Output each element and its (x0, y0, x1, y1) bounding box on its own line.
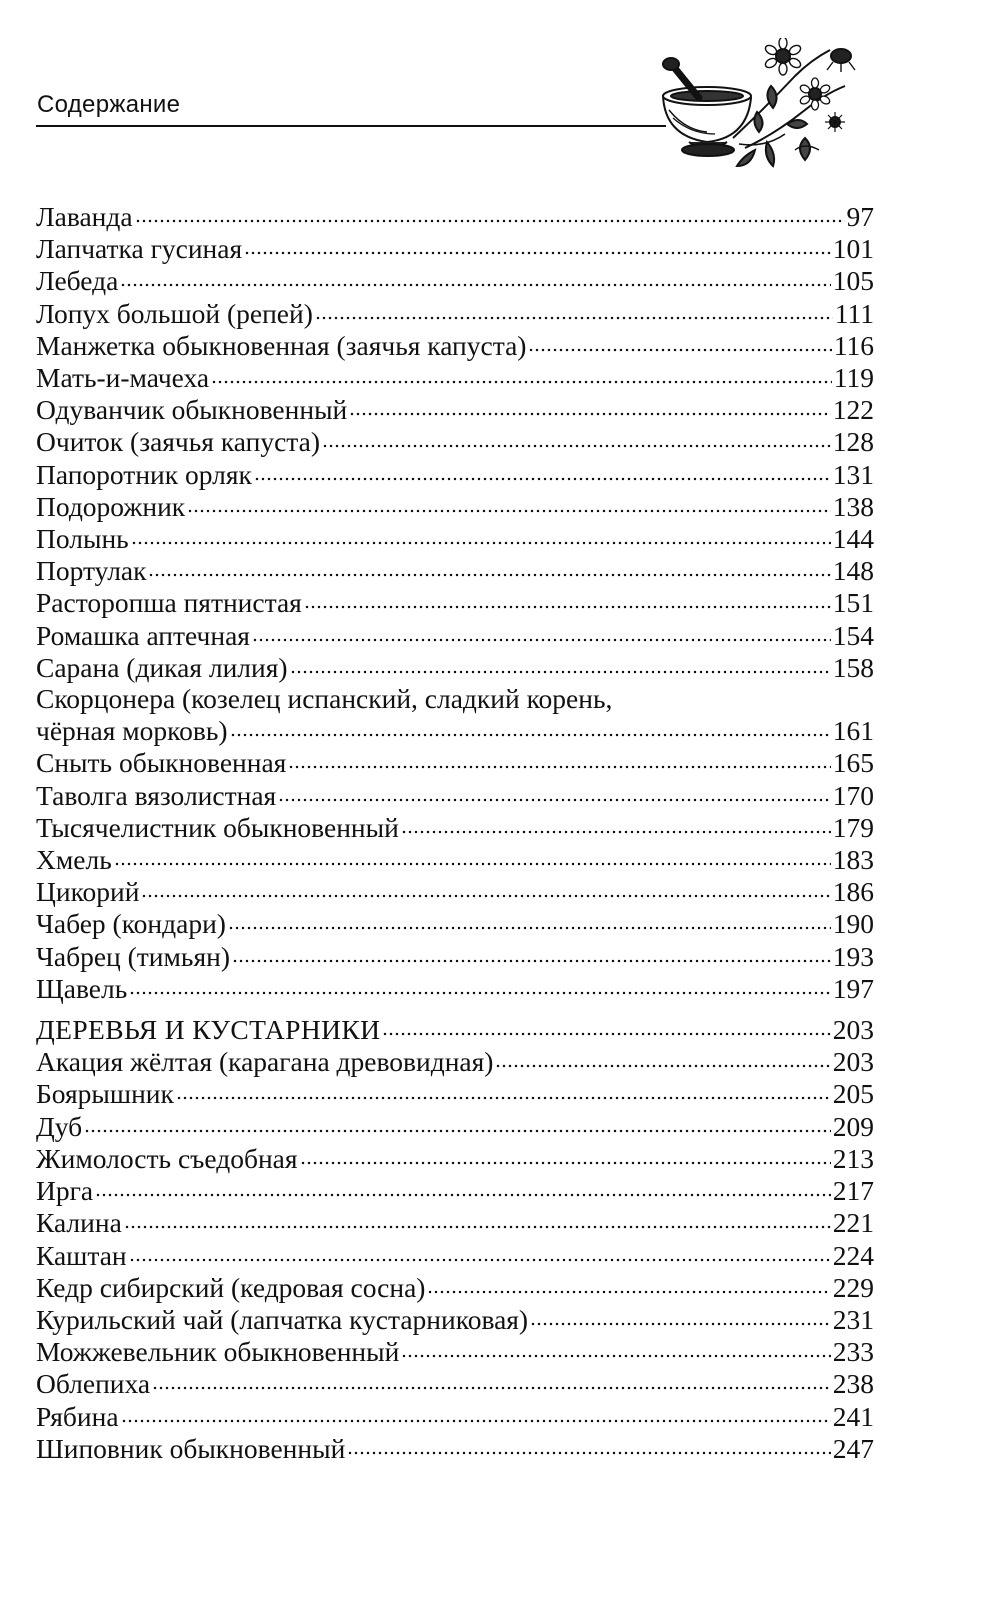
toc-entry-page: 151 (832, 587, 874, 619)
dot-leader (530, 1303, 831, 1329)
toc-entry[interactable] (36, 1303, 874, 1335)
toc-entry-page: 158 (832, 651, 874, 683)
toc-entry-title: Облепиха (36, 1368, 151, 1400)
toc-entry-title: Одуванчик обыкновенный (36, 394, 348, 426)
dot-leader (121, 1400, 831, 1426)
dot-leader (141, 875, 830, 901)
toc-entry[interactable] (36, 811, 874, 843)
toc-entry-title: Щавель (36, 972, 128, 1004)
toc-section-heading[interactable] (36, 1013, 874, 1045)
toc-entry-page: 247 (832, 1432, 874, 1464)
toc-entry[interactable] (36, 1335, 874, 1367)
toc-entry-title: Ромашка аптечная (36, 619, 250, 651)
dot-leader (290, 651, 831, 677)
toc-entry-title: Подорожник (36, 490, 186, 522)
dot-leader (129, 1239, 831, 1265)
toc-entry[interactable] (36, 1400, 874, 1432)
toc-entry-title: Хмель (36, 844, 112, 876)
dot-leader (187, 490, 831, 516)
dot-leader (304, 586, 831, 612)
toc-entry-page: 128 (832, 426, 874, 458)
toc-entry-page: 224 (832, 1239, 874, 1271)
toc-entry-title: Тысячелистник обыкновенный (36, 811, 399, 843)
toc-entry[interactable] (36, 619, 874, 651)
toc-entry[interactable] (36, 1077, 874, 1109)
dot-leader (401, 811, 831, 837)
toc-entry[interactable] (36, 361, 874, 393)
toc-entry-page: 154 (832, 619, 874, 651)
toc-entry-page: 203 (832, 1046, 874, 1078)
toc-entry-page: 197 (832, 972, 874, 1004)
toc-entry-page: 111 (834, 297, 874, 329)
toc-entry-title: Курильский чай (лапчатка кустарниковая) (36, 1303, 529, 1335)
dot-leader (120, 264, 830, 290)
toc-entry[interactable] (36, 843, 874, 875)
toc-entry-title: Сныть обыкновенная (36, 747, 287, 779)
toc-entry[interactable] (36, 875, 874, 907)
section-title: ДЕРЕВЬЯ И КУСТАРНИКИ (36, 1014, 381, 1046)
toc-entry-page: 97 (846, 201, 874, 232)
toc-entry[interactable] (36, 1239, 874, 1271)
dot-leader (322, 425, 831, 451)
toc-entry-title: Жимолость съедобная (36, 1142, 298, 1174)
toc-entry-page: 205 (832, 1078, 874, 1110)
toc-entry[interactable] (36, 425, 874, 457)
toc-entry-page: 138 (832, 490, 874, 522)
toc-entry[interactable] (36, 779, 874, 811)
toc-entry[interactable] (36, 200, 874, 232)
toc-entry-page: 231 (832, 1303, 874, 1335)
toc-entry-continuation[interactable] (36, 714, 874, 746)
dot-leader (252, 619, 831, 645)
dot-leader (401, 1335, 830, 1361)
toc-entry-title: Полынь (36, 523, 129, 555)
dot-leader (427, 1271, 830, 1297)
toc-entry-page: 122 (832, 394, 874, 426)
dot-leader (148, 554, 830, 580)
toc-entry-title: Таволга вязолистная (36, 779, 277, 811)
toc-entry-page: 213 (832, 1142, 874, 1174)
toc-entry-title: Скорцонера (козелец испанский, сладкий корень, (36, 683, 613, 715)
toc-entry[interactable] (36, 264, 874, 296)
dot-leader (347, 1432, 830, 1458)
dot-leader (230, 714, 831, 740)
toc-entry-page: 233 (832, 1336, 874, 1368)
dot-leader (84, 1110, 831, 1136)
toc-entry-title: Кедр сибирский (кедровая сосна) (36, 1271, 426, 1303)
toc-entry-page: 193 (832, 940, 874, 972)
toc-entry-title: Цикорий (36, 876, 140, 908)
dot-leader (349, 393, 830, 419)
toc-entry-page: 170 (832, 779, 874, 811)
toc-entry[interactable] (36, 297, 874, 329)
toc-entry-title: Сарана (дикая лилия) (36, 651, 288, 683)
toc-entry-page: 221 (832, 1207, 874, 1239)
toc-entry-title: Очиток (заячья капуста) (36, 426, 320, 458)
toc-entry-title: Лапчатка гусиная (36, 233, 243, 265)
toc-entry[interactable] (36, 746, 874, 778)
toc-entry-page: 179 (832, 811, 874, 843)
toc-entry[interactable] (36, 683, 874, 714)
toc-entry-page: 119 (833, 362, 874, 394)
mortar-pestle-herbs-icon (655, 38, 875, 178)
toc-entry[interactable] (36, 1174, 874, 1206)
toc-entry[interactable] (36, 1045, 874, 1077)
dot-leader (278, 779, 831, 805)
toc-entry-title: Портулак (36, 555, 147, 587)
dot-leader (135, 200, 845, 226)
dot-leader (95, 1174, 831, 1200)
toc-entry-page: 241 (832, 1400, 874, 1432)
toc-entry-page: 209 (832, 1110, 874, 1142)
toc-entry[interactable] (36, 1206, 874, 1238)
toc-entry-title: Ирга (36, 1175, 94, 1207)
toc-entry[interactable] (36, 586, 874, 618)
trees-list (36, 1045, 874, 1464)
toc-entry-title: чёрная морковь) (36, 715, 228, 747)
dot-leader (315, 297, 833, 323)
toc-entry-page: 131 (832, 458, 874, 490)
toc-entry-page: 186 (832, 876, 874, 908)
dot-leader (232, 940, 831, 966)
toc-entry[interactable] (36, 1367, 874, 1399)
toc-entry[interactable] (36, 458, 874, 490)
toc-entry-title: Лаванда (36, 201, 133, 232)
dot-leader (114, 843, 831, 869)
toc-entry-page: 161 (832, 715, 874, 747)
toc-entry[interactable] (36, 1142, 874, 1174)
herbs-list (36, 200, 874, 683)
dot-leader (300, 1142, 831, 1168)
dot-leader (124, 1206, 831, 1232)
dot-leader (211, 361, 832, 387)
toc-entry[interactable] (36, 1110, 874, 1142)
herbs-list-2 (36, 746, 874, 1004)
toc-entry-title: Дуб (36, 1110, 83, 1142)
dot-leader (382, 1013, 830, 1039)
toc-entry[interactable] (36, 907, 874, 939)
dot-leader (228, 907, 831, 933)
toc-entry-title: Можжевельник обыкновенный (36, 1336, 400, 1368)
toc-entry-title: Акация жёлтая (карагана древовидная) (36, 1046, 494, 1078)
section-page: 203 (832, 1014, 874, 1046)
toc-entry[interactable] (36, 1432, 874, 1464)
toc-entry[interactable] (36, 490, 874, 522)
toc-entry[interactable] (36, 232, 874, 264)
toc-entry[interactable] (36, 329, 874, 361)
toc-entry-title: Рябина (36, 1400, 119, 1432)
toc-entry-title: Лебеда (36, 265, 119, 297)
table-of-contents (36, 200, 874, 1464)
dot-leader (495, 1045, 830, 1071)
dot-leader (176, 1077, 831, 1103)
toc-entry-title: Мать-и-мачеха (36, 362, 210, 394)
header-rule (36, 125, 666, 127)
toc-entry-page: 101 (832, 233, 874, 265)
dot-leader (129, 972, 831, 998)
dot-leader (528, 329, 831, 355)
dot-leader (254, 458, 831, 484)
toc-entry-title: Каштан (36, 1239, 127, 1271)
toc-entry-page: 217 (832, 1175, 874, 1207)
dot-leader (152, 1367, 831, 1393)
toc-entry-title: Чабрец (тимьян) (36, 940, 230, 972)
toc-entry[interactable] (36, 393, 874, 425)
toc-entry[interactable] (36, 972, 874, 1004)
toc-entry-title: Боярышник (36, 1078, 174, 1110)
toc-entry-title: Калина (36, 1207, 122, 1239)
toc-entry[interactable] (36, 651, 874, 683)
toc-entry-title: Манжетка обыкновенная (заячья капуста) (36, 329, 527, 361)
toc-entry[interactable] (36, 1271, 874, 1303)
toc-entry-page: 105 (832, 265, 874, 297)
toc-entry-page: 148 (832, 555, 874, 587)
toc-entry-page: 144 (832, 523, 874, 555)
dot-leader (288, 746, 830, 772)
toc-entry[interactable] (36, 522, 874, 554)
toc-entry-page: 165 (832, 747, 874, 779)
page-header (36, 90, 666, 127)
toc-entry-page: 238 (832, 1368, 874, 1400)
page-title: Содержание (37, 91, 181, 118)
toc-entry-page: 229 (832, 1271, 874, 1303)
dot-leader (244, 232, 831, 258)
toc-entry-title: Лопух большой (репей) (36, 297, 313, 329)
toc-entry-page: 116 (833, 329, 874, 361)
dot-leader (131, 522, 831, 548)
toc-entry-title: Шиповник обыкновенный (36, 1432, 346, 1464)
toc-entry-title: Расторопша пятнистая (36, 587, 302, 619)
toc-entry-page: 190 (832, 908, 874, 940)
toc-entry-title: Чабер (кондари) (36, 908, 226, 940)
toc-entry-page: 183 (832, 844, 874, 876)
toc-entry-title: Папоротник орляк (36, 458, 252, 490)
toc-entry[interactable] (36, 940, 874, 972)
toc-entry[interactable] (36, 554, 874, 586)
